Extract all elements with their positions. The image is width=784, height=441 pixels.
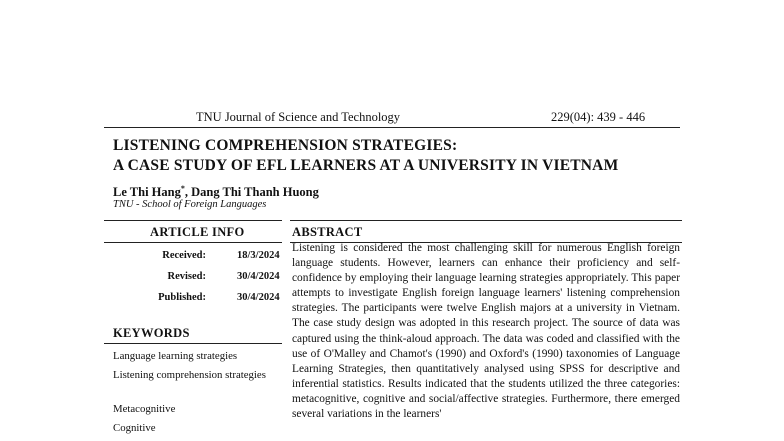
header-rule (104, 127, 680, 128)
keyword-item: Cognitive (113, 422, 156, 434)
published-label: Published: (158, 292, 206, 303)
abstract-text: Listening is considered the most challenging skill for numerous English foreign language students. However, learners can enhance their proficiency and self-confidence by employing their language learning strategies appropriately. This paper attempts to investigate English foreign language learners' listening comprehension strategies. The participants were twelve English majors at a university in Vietnam. The case study design was adopted in this research project. The source of data was captured using the think-aloud approach. The data was coded and classified with the use of O'Malley and Chamot's (1990) and Oxford's (1990) taxonomies of Language Learning Strategies, then quantitatively analysed using SPSS for descriptive and inferential statistics. Results indicated that the students utilized the three categories: metacognitive, cognitive and social/affective strategies. Furthermore, there emerged several variations in the learners' (292, 242, 680, 421)
keyword-item: Language learning strategies (113, 350, 238, 362)
published-date: 30/4/2024 (237, 292, 280, 303)
revised-label: Revised: (167, 271, 206, 282)
article-info-heading: ARTICLE INFO (150, 225, 245, 239)
journal-name: TNU Journal of Science and Technology (196, 110, 401, 124)
received-date: 18/3/2024 (237, 250, 280, 261)
affiliation: TNU - School of Foreign Languages (113, 199, 267, 210)
authors (113, 184, 319, 200)
revised-date: 30/4/2024 (237, 271, 280, 282)
author-first: Le Thi Hang (113, 185, 181, 200)
keywords-rule (104, 343, 282, 344)
author-rest: , Dang Thi Thanh Huong (184, 185, 319, 200)
abstract-heading: ABSTRACT (292, 225, 363, 239)
article-info-bottom-rule (104, 242, 282, 243)
corresponding-mark: * (180, 184, 185, 193)
keyword-item: Listening comprehension strategies (113, 369, 266, 381)
article-info-top-rule (104, 220, 282, 221)
keywords-heading: KEYWORDS (113, 326, 190, 340)
paper-title-line-1: LISTENING COMPREHENSION STRATEGIES: (113, 137, 458, 154)
paper-title-line-2: A CASE STUDY OF EFL LEARNERS AT A UNIVERSITY IN VIETNAM (113, 157, 619, 174)
received-label: Received: (162, 250, 206, 261)
abstract-top-rule (290, 220, 682, 221)
journal-volume-pages: 229(04): 439 - 446 (551, 110, 646, 124)
keyword-item: Metacognitive (113, 403, 176, 415)
